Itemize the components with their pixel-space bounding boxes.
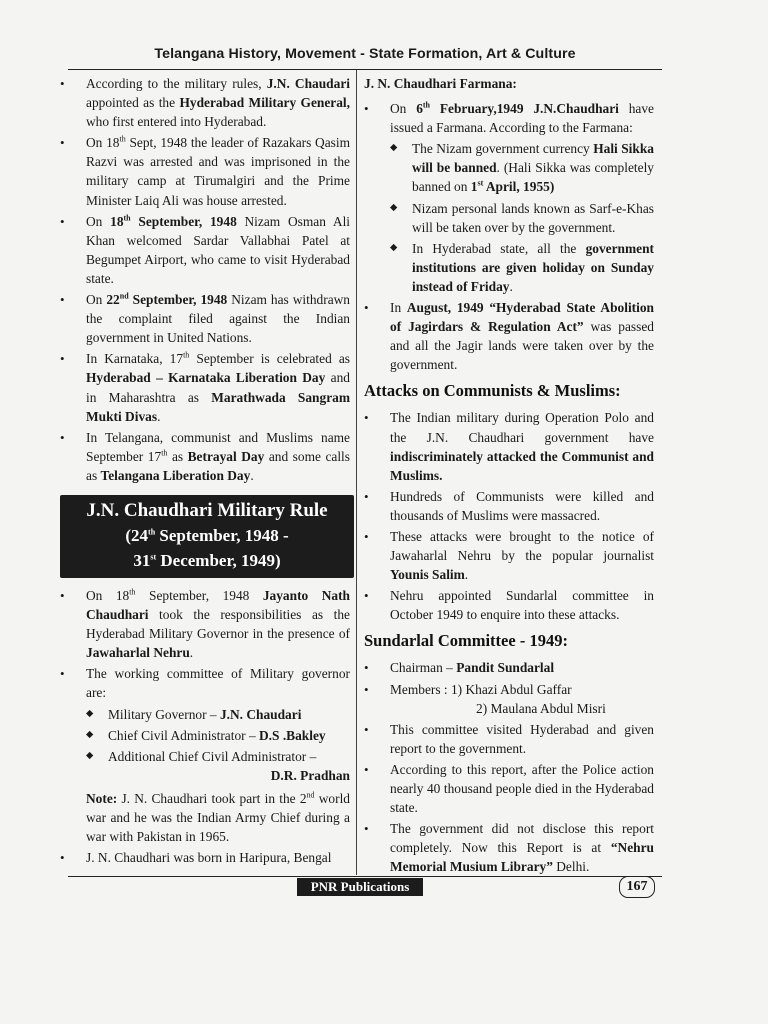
list-item: • In August, 1949 “Hyderabad State Abolition of Jagirdars & Regulation Act” was passed and all the Jagir lands were taken over by the government. (364, 300, 654, 373)
bullet-icon: • (364, 101, 369, 117)
bullet-icon: • (60, 587, 65, 603)
left-column (60, 74, 350, 869)
header-rule (68, 69, 662, 70)
column-divider (356, 70, 357, 875)
list-item: • On 18th September, 1948 Jayanto Nath Chaudhari took the responsibilities as the Hyderabad Military Governor in the presence of Jawaharlal Nehru. (60, 587, 350, 661)
banner-date-start: (24th September, 1948 - (125, 525, 289, 545)
list-item: • On 6th February,1949 J.N.Chaudhari have issued a Farmana. According to the Farmana: (364, 100, 654, 136)
bullet-icon: • (364, 721, 369, 737)
list-item: • According to this report, after the Police action nearly 40 thousand people died in the Hyderabad state. (364, 761, 654, 816)
sub-list-item: ◆ Additional Chief Civil Administrator – D.R. Pradhan (86, 748, 350, 783)
list-item: • On 22nd September, 1948 Nizam has withdrawn the complaint filed against the Indian government in United Nations. (60, 291, 351, 346)
section-heading-attacks: Attacks on Communists & Muslims: (364, 381, 621, 401)
bullet-icon: • (364, 821, 369, 837)
publisher-badge: PNR Publications (297, 878, 423, 896)
bullet-icon: • (60, 76, 65, 91)
bullet-icon: • (60, 351, 65, 367)
running-header: Telangana History, Movement - State Formation, Art & Culture (154, 46, 576, 62)
list-item: • According to the military rules, J.N. Chaudari appointed as the Hyderabad Military General, who first entered into Hyderabad. (60, 76, 350, 130)
sub-list-item: ◆ The Nizam government currency Hali Sikka will be banned. (Hali Sikka was completely banned on 1st April, 1955) (390, 141, 654, 195)
list-item: • These attacks were brought to the notice of Jawaharlal Nehru by the popular journalist Younis Salim. (364, 528, 654, 583)
right-column (364, 74, 654, 878)
list-item: • Hundreds of Communists were killed and thousands of Muslims were massacred. (364, 488, 654, 523)
section-heading-sundarlal: Sundarlal Committee - 1949: (364, 631, 568, 651)
list-item: • J. N. Chaudhari was born in Haripura, Bengal (60, 848, 350, 867)
member-2: 2) Maulana Abdul Misri (476, 700, 606, 716)
banner-date-end: 31st December, 1949) (133, 550, 281, 570)
sub-list-item: ◆ Chief Civil Administrator – D.S .Bakley (60, 726, 350, 745)
bullet-icon: • (364, 681, 369, 697)
list-item: • The government did not disclose this report completely. Now this Report is at “Nehru Memorial Musium Library” Delhi. (364, 821, 654, 875)
diamond-bullet-icon: ◆ (86, 708, 94, 719)
list-item: • The Indian military during Operation Polo and the J.N. Chaudhari government have indiscriminately attacked the Communist and Muslims. (364, 410, 654, 483)
page-number: 167 (619, 876, 655, 898)
section-banner (60, 495, 354, 578)
bullet-icon: • (364, 300, 369, 316)
bullet-icon: • (60, 135, 65, 151)
bullet-icon: • (364, 761, 369, 777)
sub-list-item: ◆ In Hyderabad state, all the government institutions are given holiday on Sunday instead of Friday. (390, 240, 654, 294)
diamond-bullet-icon: ◆ (390, 242, 398, 253)
list-item: • This committee visited Hyderabad and given report to the government. (364, 721, 654, 756)
list-item: • On 18th Sept, 1948 the leader of Razakars Qasim Razvi was arrested and was imprisoned in the military camp at Tirumalgiri and the Prime Minister Laiq Ali was house arrested. (60, 134, 350, 208)
banner-title: J.N. Chaudhari Military Rule (86, 499, 328, 521)
list-item: • In Telangana, communist and Muslims name September 17th as Betrayal Day and some calls as Telangana Liberation Day. (60, 429, 350, 483)
bullet-icon: • (60, 213, 65, 229)
bullet-icon: • (60, 850, 65, 866)
bullet-icon: • (60, 292, 65, 308)
list-item: • Nehru appointed Sundarlal committee in October 1949 to enquire into these attacks. (364, 588, 654, 623)
list-item: • Members : 1) Khazi Abdul Gaffar 2) Maulana Abdul Misri (364, 680, 654, 718)
diamond-bullet-icon: ◆ (390, 143, 398, 154)
bullet-icon: • (364, 588, 369, 604)
sub-list-item: ◆ Nizam personal lands known as Sarf-e-Khas will be taken over by the government. (390, 200, 654, 235)
bullet-icon: • (364, 528, 369, 544)
list-item: • On 18th September, 1948 Nizam Osman Ali Khan welcomed Sardar Vallabhai Patel at Begumpet Airport, who came to visit Hyderabad state. (60, 213, 351, 286)
bullet-icon: • (60, 429, 65, 445)
sub-list-item: ◆ Military Governor – J.N. Chaudari (60, 705, 350, 724)
list-item: • In Karnataka, 17th September is celebrated as Hyderabad – Karnataka Liberation Day and in Maharashtra as Marathwada Sangram Mukti Divas. (60, 350, 350, 424)
diamond-bullet-icon: ◆ (86, 750, 94, 761)
diamond-bullet-icon: ◆ (86, 729, 94, 740)
bullet-icon: • (60, 666, 65, 682)
bullet-icon: • (364, 410, 369, 426)
diamond-bullet-icon: ◆ (390, 202, 398, 213)
footer-rule (68, 876, 662, 877)
bullet-icon: • (364, 660, 369, 676)
list-item: • The working committee of Military governor are: (60, 666, 350, 701)
bullet-icon: • (364, 488, 369, 504)
list-item: • Chairman – Pandit Sundarlal (364, 658, 654, 677)
note-paragraph: Note: J. N. Chaudhari took part in the 2nd world war and he was the Indian Army Chief during a war with Pakistan in 1965. (86, 790, 351, 845)
section-heading-farmana: J. N. Chaudhari Farmana: (364, 76, 517, 91)
